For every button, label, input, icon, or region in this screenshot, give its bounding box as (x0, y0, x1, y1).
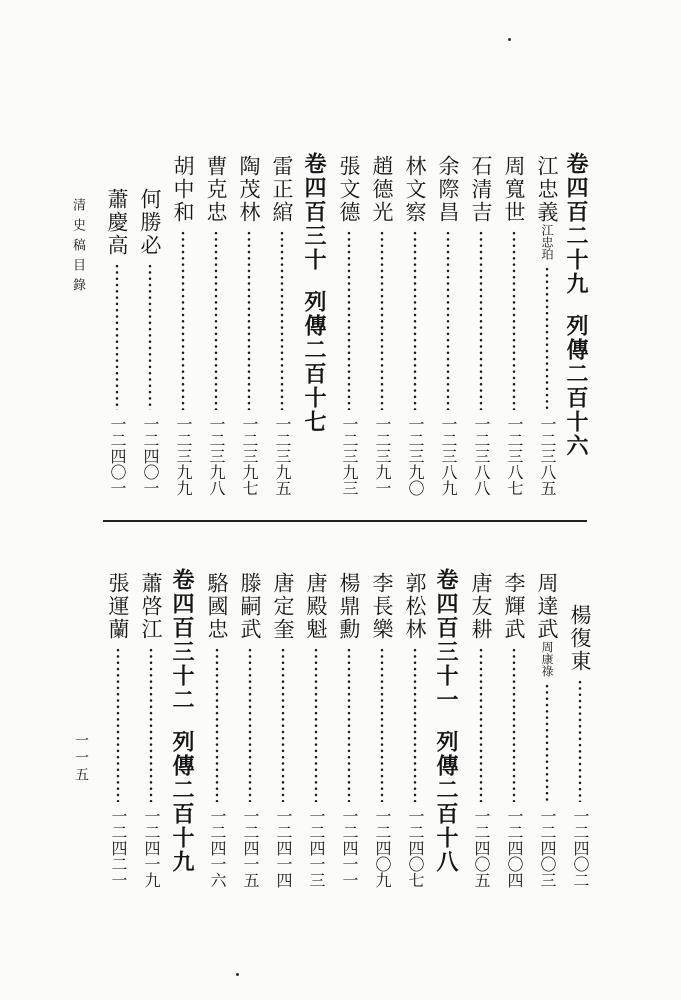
entry-page: 一二三九七 (240, 416, 259, 496)
entry-name: 張運蘭 (106, 572, 130, 641)
entry-page: 一二四〇一 (108, 416, 127, 496)
toc-entry[interactable] (500, 155, 528, 496)
leader-dots (413, 230, 417, 410)
entry-page: 一二四〇二 (571, 808, 590, 888)
chapter-heading (561, 152, 591, 458)
toc-entry[interactable] (136, 188, 164, 496)
entry-page: 一二四〇四 (505, 808, 524, 888)
leader-dots (545, 266, 549, 410)
entry-name: 楊鼎勳 (337, 572, 361, 641)
entry-name: 胡中和 (171, 155, 195, 224)
entry-name: 石清吉 (469, 155, 493, 224)
entry-note: 江忠珀 (540, 224, 554, 260)
entry-name: 余際昌 (436, 155, 460, 224)
leader-dots (446, 230, 450, 410)
chapter-heading (431, 568, 461, 874)
leader-dots (149, 647, 153, 802)
entry-name: 周寬世 (502, 155, 526, 224)
leader-dots (380, 647, 384, 802)
toc-entry[interactable] (269, 572, 297, 888)
chapter-biography: 列傳二百十九 (169, 730, 195, 874)
entry-page: 一二三九八 (207, 416, 226, 496)
leader-dots (347, 647, 351, 802)
toc-entry[interactable] (137, 572, 165, 888)
chapter-volume: 卷四百三十一 (433, 568, 459, 712)
entry-page: 一二四二一 (109, 808, 128, 888)
entry-note: 周康祿 (540, 641, 554, 677)
toc-entry[interactable] (401, 572, 429, 888)
toc-entry[interactable] (434, 155, 462, 496)
chapter-biography: 列傳二百十七 (301, 290, 327, 434)
paper-speck (236, 973, 239, 976)
entry-name: 楊復東 (568, 604, 592, 673)
leader-dots (247, 230, 251, 410)
entry-name: 唐殿魁 (304, 572, 328, 641)
entry-name: 蕭慶高 (105, 188, 129, 257)
entry-name: 曹克忠 (204, 155, 228, 224)
toc-entry[interactable] (235, 155, 263, 496)
entry-page: 一二三八九 (439, 416, 458, 496)
entry-page: 一二三九九 (174, 416, 193, 496)
toc-entry[interactable] (368, 572, 396, 888)
entry-name: 陶茂林 (237, 155, 261, 224)
chapter-volume: 卷四百三十二 (169, 568, 195, 712)
paper-speck (508, 38, 511, 41)
entry-page: 一二三八五 (538, 416, 557, 496)
toc-entry[interactable] (203, 572, 231, 888)
leader-dots (280, 230, 284, 410)
entry-name: 唐友耕 (469, 572, 493, 641)
toc-entry[interactable] (566, 604, 594, 888)
entry-page: 一二四一三 (307, 808, 326, 888)
leader-dots (281, 647, 285, 802)
leader-dots (116, 647, 120, 802)
entry-page: 一二四一五 (241, 808, 260, 888)
toc-entry[interactable] (335, 572, 363, 888)
toc-entry[interactable] (467, 155, 495, 496)
entry-page: 一二三九一 (373, 416, 392, 496)
toc-entry[interactable] (268, 155, 296, 496)
leader-dots (380, 230, 384, 410)
chapter-biography: 列傳二百十六 (563, 314, 589, 458)
toc-entry[interactable] (533, 155, 561, 496)
toc-entry[interactable] (103, 188, 131, 496)
entry-page: 一二四一六 (208, 808, 227, 888)
folio-number: 一一五 (73, 733, 89, 784)
leader-dots (479, 647, 483, 802)
leader-dots (215, 647, 219, 802)
leader-dots (214, 230, 218, 410)
entry-page: 一二四一九 (142, 808, 161, 888)
leader-dots (314, 647, 318, 802)
entry-page: 一二三九〇 (406, 416, 425, 496)
toc-entry[interactable] (169, 155, 197, 496)
entry-name: 李輝武 (502, 572, 526, 641)
chapter-volume: 卷四百二十九 (563, 152, 589, 296)
entry-page: 一二三八七 (505, 416, 524, 496)
entry-page: 一二四一四 (274, 808, 293, 888)
entry-page: 一二四〇九 (373, 808, 392, 888)
entry-name: 江忠義 (535, 155, 559, 224)
entry-page: 一二三九三 (340, 416, 359, 496)
toc-entry[interactable] (302, 572, 330, 888)
chapter-heading (167, 568, 197, 874)
leader-dots (413, 647, 417, 802)
entry-name: 李長樂 (370, 572, 394, 641)
entry-name: 郭松林 (403, 572, 427, 641)
chapter-volume: 卷四百三十 (301, 152, 327, 272)
entry-name: 雷正綰 (270, 155, 294, 224)
toc-entry[interactable] (401, 155, 429, 496)
entry-page: 一二三八八 (472, 416, 491, 496)
leader-dots (479, 230, 483, 410)
toc-entry[interactable] (500, 572, 528, 888)
entry-page: 一二四〇三 (538, 808, 557, 888)
leader-dots (545, 683, 549, 802)
toc-entry[interactable] (104, 572, 132, 888)
toc-entry[interactable] (368, 155, 396, 496)
entry-name: 何勝必 (138, 188, 162, 257)
leader-dots (347, 230, 351, 410)
toc-entry[interactable] (202, 155, 230, 496)
entry-page: 一二四〇七 (406, 808, 425, 888)
chapter-biography: 列傳二百十八 (433, 730, 459, 874)
entry-name: 周達武 (535, 572, 559, 641)
entry-name: 唐定奎 (271, 572, 295, 641)
entry-name: 趙德光 (370, 155, 394, 224)
leader-dots (115, 263, 119, 410)
section-divider (103, 520, 587, 522)
entry-name: 蕭啓江 (139, 572, 163, 641)
leader-dots (181, 230, 185, 410)
entry-name: 林文察 (403, 155, 427, 224)
leader-dots (248, 647, 252, 802)
entry-page: 一二四〇五 (472, 808, 491, 888)
chapter-heading (299, 152, 329, 434)
leader-dots (578, 679, 582, 802)
toc-entry[interactable] (236, 572, 264, 888)
toc-entry[interactable] (335, 155, 363, 496)
leader-dots (148, 263, 152, 410)
entry-page: 一二三九五 (273, 416, 292, 496)
leader-dots (512, 647, 516, 802)
entry-page: 一二四一一 (340, 808, 359, 888)
entry-name: 駱國忠 (205, 572, 229, 641)
leader-dots (512, 230, 516, 410)
entry-name: 滕嗣武 (238, 572, 262, 641)
running-title: 清史稿目錄 (70, 198, 85, 298)
toc-entry[interactable] (467, 572, 495, 888)
entry-name: 張文德 (337, 155, 361, 224)
toc-entry[interactable] (533, 572, 561, 888)
entry-page: 一二四〇一 (141, 416, 160, 496)
